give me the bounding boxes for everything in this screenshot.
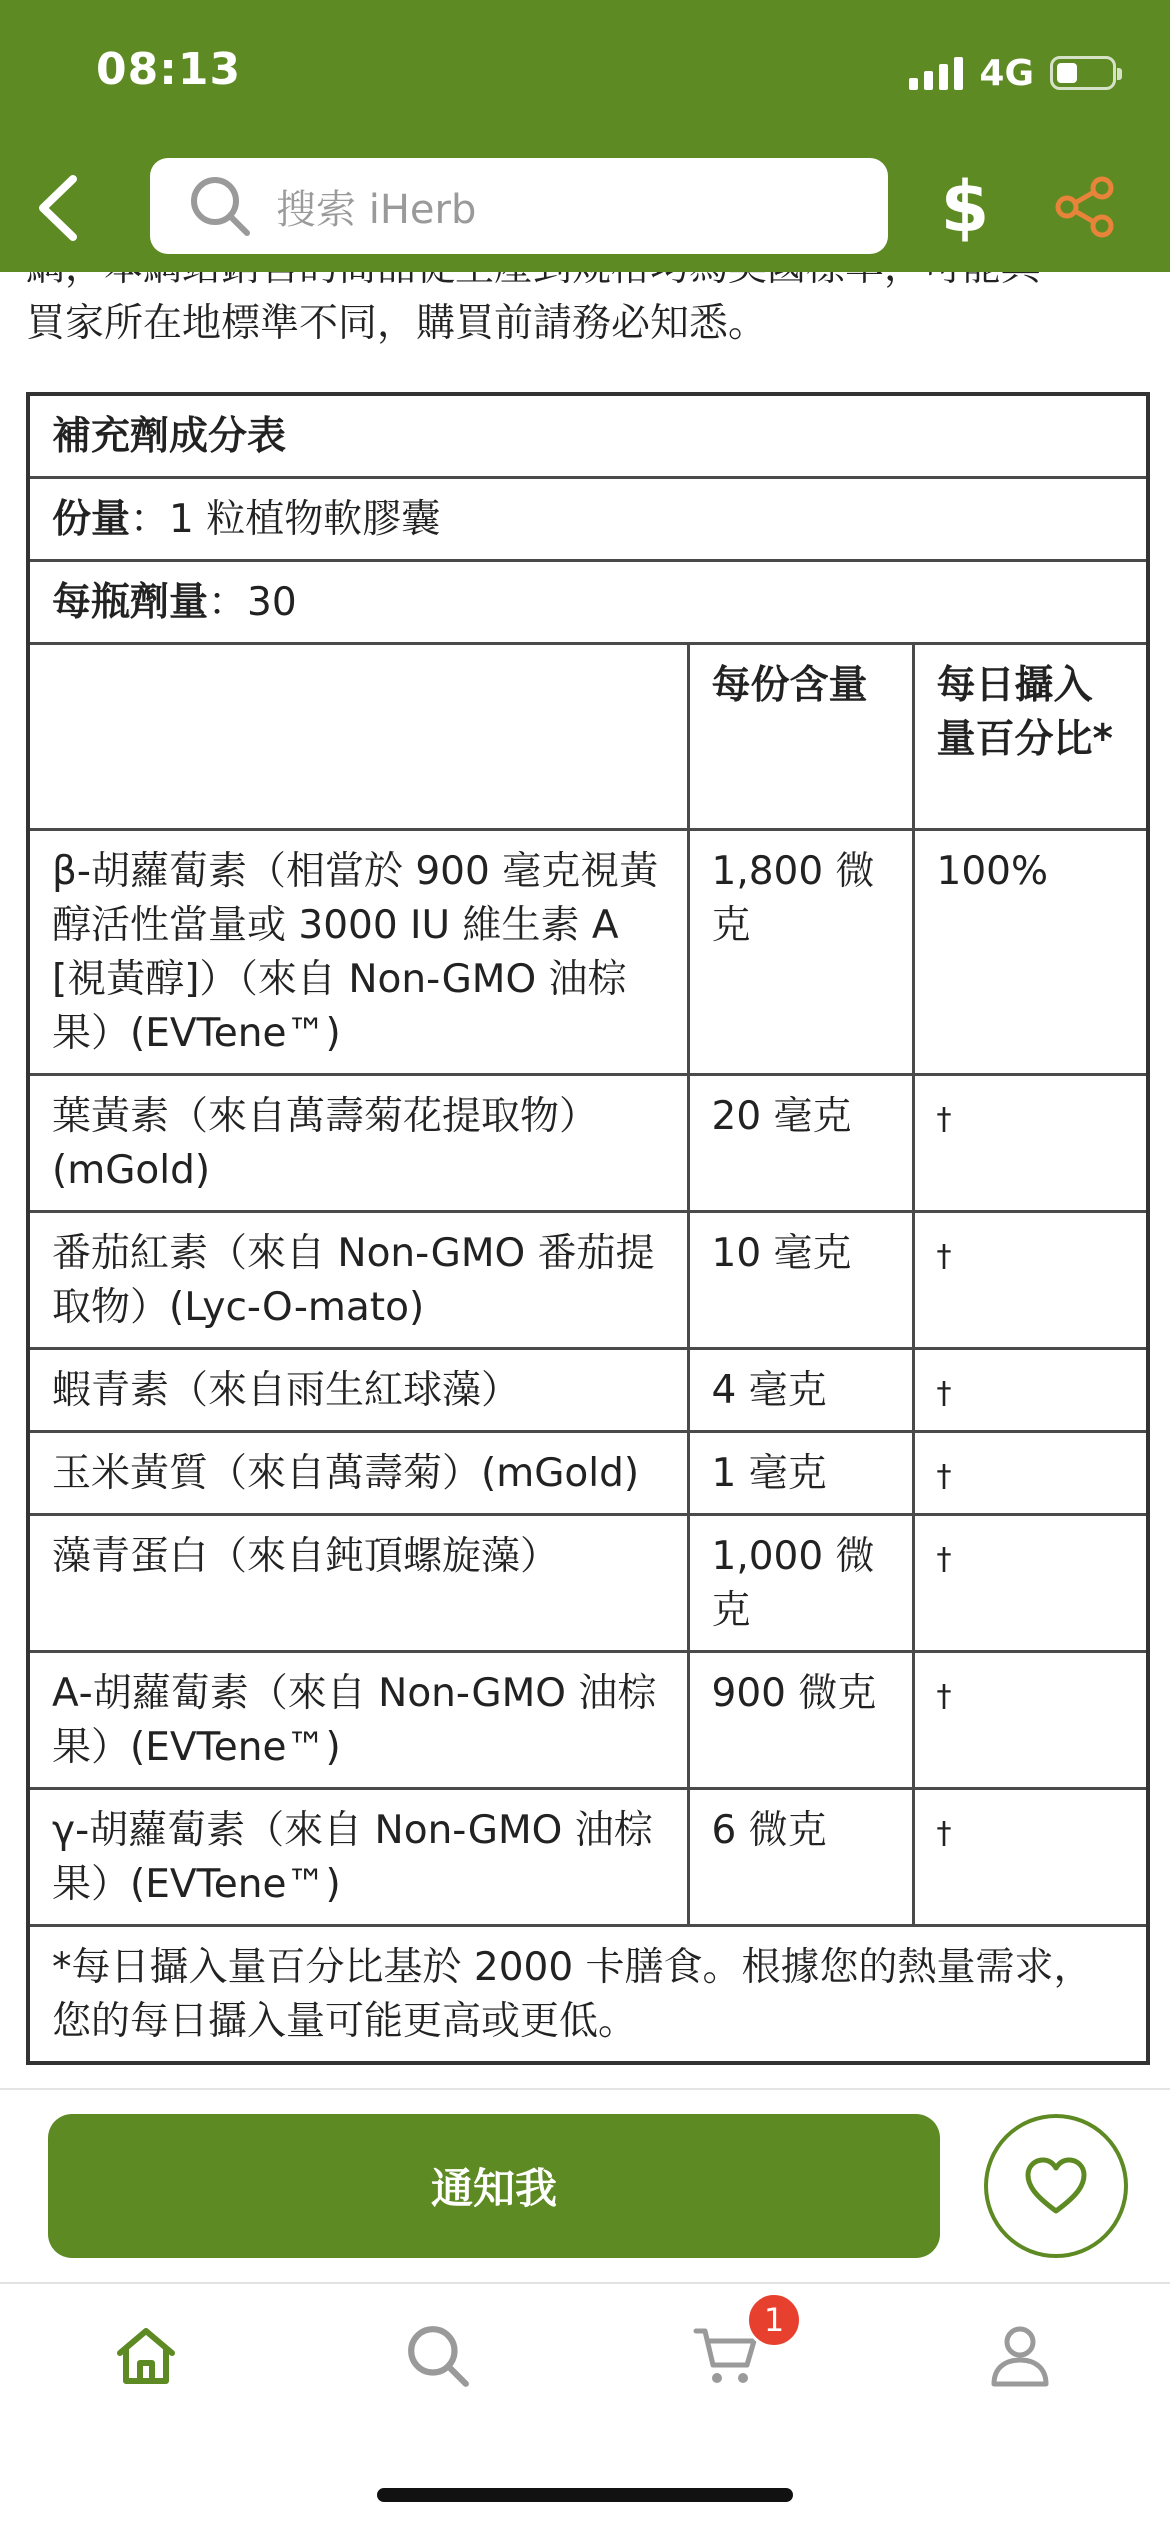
ingredient-dv [913, 1515, 1148, 1652]
search-icon [188, 174, 252, 238]
ingredient-amount: 10 毫克 [688, 1212, 913, 1349]
ingredient-dv [913, 1349, 1148, 1432]
ingredient-dv: 100% [913, 830, 1148, 1075]
dagger-mark: † [936, 1542, 952, 1577]
ingredient-amount: 1,000 微克 [688, 1515, 913, 1652]
ingredient-amount: 900 微克 [688, 1652, 913, 1789]
network-label: 4G [979, 52, 1034, 94]
share-button[interactable] [1050, 170, 1120, 244]
table-row [28, 1212, 1148, 1349]
ingredient-name: 玉米黃質（來自萬壽菊）(mGold) [28, 1432, 688, 1515]
search-input[interactable] [150, 158, 888, 254]
back-arrow-icon [35, 173, 81, 243]
table-row [28, 830, 1148, 1075]
dagger-mark: † [936, 1679, 952, 1714]
dagger-mark: † [936, 1239, 952, 1274]
app-header [0, 0, 1170, 272]
tab-search[interactable] [388, 2316, 488, 2396]
table-row [28, 1432, 1148, 1515]
column-header-row [28, 644, 1148, 830]
column-header-dv: 每日攝入量百分比* [913, 644, 1148, 830]
ingredient-amount: 1,800 微克 [688, 830, 913, 1075]
ingredient-amount: 20 毫克 [688, 1075, 913, 1212]
footnote-row [28, 1926, 1148, 2064]
cart-badge: 1 [746, 2292, 802, 2348]
tab-account[interactable] [970, 2316, 1070, 2396]
ingredient-amount: 1 毫克 [688, 1432, 913, 1515]
home-indicator [377, 2488, 793, 2502]
column-header-blank [28, 644, 688, 830]
share-icon [1054, 176, 1116, 238]
table-row [28, 1789, 1148, 1926]
signal-icon [909, 56, 963, 90]
search-icon [405, 2323, 471, 2389]
ingredient-dv [913, 1789, 1148, 1926]
home-icon [114, 2325, 178, 2387]
table-row [28, 1515, 1148, 1652]
table-row [28, 1075, 1148, 1212]
profile-icon [989, 2324, 1051, 2388]
dagger-mark: † [936, 1459, 952, 1494]
ingredient-amount: 6 微克 [688, 1789, 913, 1926]
table-footnote: *每日攝入量百分比基於 2000 卡膳食。根據您的熱量需求，您的每日攝入量可能更高或更低。 [28, 1926, 1148, 2064]
ingredient-name: 藻青蛋白（來自鈍頂螺旋藻） [28, 1515, 688, 1652]
table-row [28, 1652, 1148, 1789]
dollar-icon: $ [940, 166, 990, 248]
table-row [28, 1349, 1148, 1432]
supplement-facts-table [26, 392, 1150, 2065]
ingredient-name: γ-胡蘿蔔素（來自 Non-GMO 油棕果）(EVTene™) [28, 1789, 688, 1926]
action-bar-divider [0, 2088, 1170, 2090]
wishlist-button[interactable] [984, 2114, 1128, 2258]
status-indicators [909, 50, 1116, 96]
ingredient-name: 葉黃素（來自萬壽菊花提取物）(mGold) [28, 1075, 688, 1212]
search-placeholder: 搜索 iHerb [276, 186, 477, 233]
description-line: 買家所在地標準不同，購買前請務必知悉。 [26, 301, 768, 346]
ingredient-dv [913, 1075, 1148, 1212]
ingredient-name: 蝦青素（來自雨生紅球藻） [28, 1349, 688, 1432]
serving-size: 份量：1 粒植物軟膠囊 [28, 478, 1148, 561]
ingredient-name: β-胡蘿蔔素（相當於 900 毫克視黃醇活性當量或 3000 IU 維生素 A [視黃醇]）（來自 Non-GMO 油棕果）(EVTene™) [28, 830, 688, 1075]
column-header-amount: 每份含量 [688, 644, 913, 830]
table-title-row [28, 394, 1148, 478]
ingredient-amount: 4 毫克 [688, 1349, 913, 1432]
battery-icon [1050, 56, 1116, 90]
ingredient-name: 番茄紅素（來自 Non-GMO 番茄提取物）(Lyc-O-mato) [28, 1212, 688, 1349]
ingredient-dv [913, 1212, 1148, 1349]
servings-per-container-row [28, 561, 1148, 644]
servings-per-container: 每瓶劑量：30 [28, 561, 1148, 644]
status-time: 08:13 [96, 44, 242, 95]
dagger-mark: † [936, 1102, 952, 1137]
tab-home[interactable] [96, 2316, 196, 2396]
ingredient-name: Α-胡蘿蔔素（來自 Non-GMO 油棕果）(EVTene™) [28, 1652, 688, 1789]
back-button[interactable] [18, 168, 98, 248]
currency-button[interactable] [930, 162, 1000, 252]
dagger-mark: † [936, 1376, 952, 1411]
ingredient-dv [913, 1652, 1148, 1789]
ingredient-dv [913, 1432, 1148, 1515]
notify-me-button[interactable]: 通知我 [48, 2114, 940, 2258]
heart-icon [1024, 2157, 1088, 2215]
tabbar-divider [0, 2282, 1170, 2284]
dagger-mark: † [936, 1816, 952, 1851]
serving-size-row [28, 478, 1148, 561]
table-title: 補充劑成分表 [28, 394, 1148, 478]
